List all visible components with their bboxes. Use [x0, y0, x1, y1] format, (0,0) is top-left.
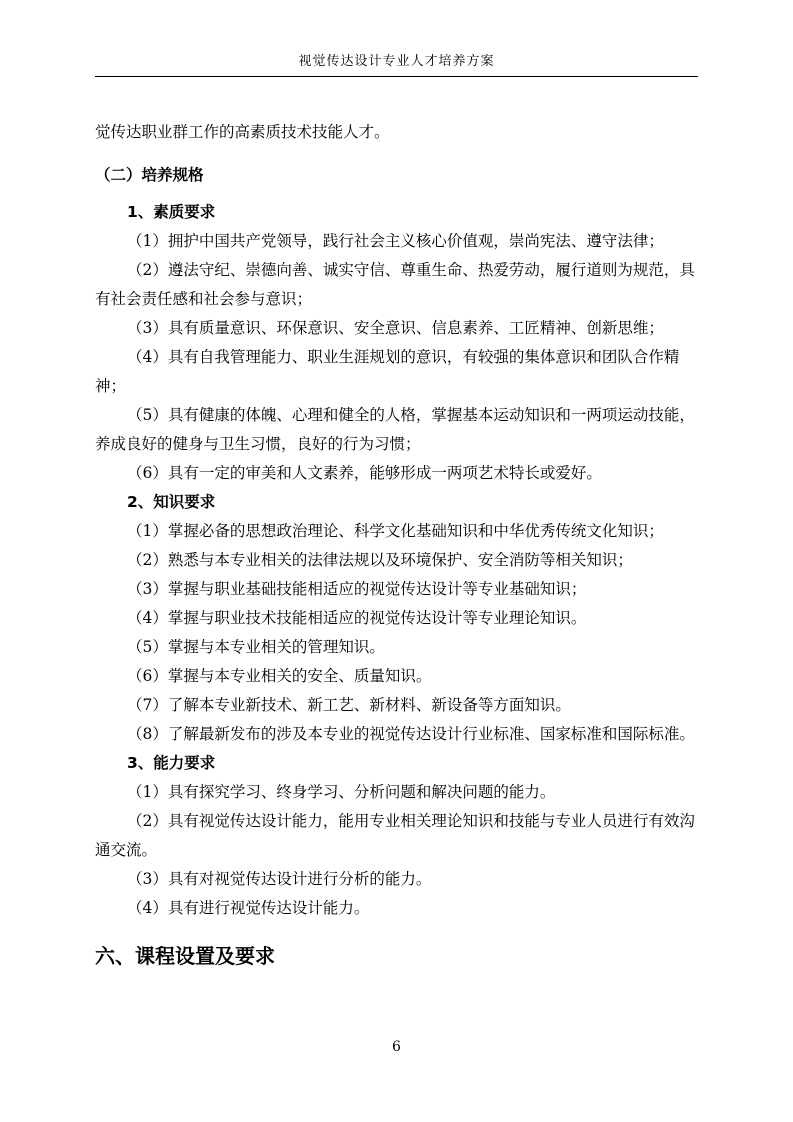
page-number: 6	[392, 1039, 401, 1055]
list-item-ability-4: （4）具有进行视觉传达设计能力。	[127, 899, 370, 917]
list-item-quality-6: （6）具有一定的审美和人文素养，能够形成一两项艺术特长或爱好。	[127, 464, 602, 482]
list-item-quality-5: （5）具有健康的体魄、心理和健全的人格，掌握基本运动知识和一两项运动技能，养成良好的健身与卫生习惯，良好的行为习惯；	[95, 406, 695, 453]
page-content	[95, 118, 699, 971]
list-item-knowledge-7: （7）了解本专业新技术、新工艺、新材料、新设备等方面知识。	[127, 696, 571, 714]
list-item-knowledge-6: （6）掌握与本专业相关的安全、质量知识。	[127, 667, 432, 685]
subheading-ability: 3、能力要求	[127, 754, 216, 772]
list-item-ability-1: （1）具有探究学习、终身学习、分析问题和解决问题的能力。	[127, 783, 556, 801]
list-item-quality-4: （4）具有自我管理能力、职业生涯规划的意识，有较强的集体意识和团队合作精神；	[95, 348, 680, 395]
list-item-knowledge-5: （5）掌握与本专业相关的管理知识。	[127, 638, 385, 656]
subheading-knowledge: 2、知识要求	[127, 493, 216, 511]
list-item-quality-2: （2）遵法守纪、崇德向善、诚实守信、尊重生命、热爱劳动，履行道则为规范，具有社会责任感和社会参与意识；	[95, 261, 695, 308]
list-item-knowledge-1: （1）掌握必备的思想政治理论、科学文化基础知识和中华优秀传统文化知识；	[127, 522, 664, 540]
paragraph-continuation: 觉传达职业群工作的高素质技术技能人才。	[95, 123, 390, 141]
list-item-quality-3: （3）具有质量意识、环保意识、安全意识、信息素养、工匠精神、创新思维；	[127, 319, 664, 337]
chapter-heading-course-settings: 六、课程设置及要求	[95, 944, 275, 968]
list-item-knowledge-8: （8）了解最新发布的涉及本专业的视觉传达设计行业标准、国家标准和国际标准。	[127, 725, 695, 743]
list-item-knowledge-2: （2）熟悉与本专业相关的法律法规以及环境保护、安全消防等相关知识；	[127, 551, 633, 569]
list-item-ability-2: （2）具有视觉传达设计能力，能用专业相关理论知识和技能与专业人员进行有效沟通交流。	[95, 812, 695, 859]
page-header: 视觉传达设计专业人才培养方案	[95, 50, 698, 77]
section-heading-training-spec: （二）培养规格	[95, 166, 204, 184]
list-item-knowledge-3: （3）掌握与职业基础技能相适应的视觉传达设计等专业基础知识；	[127, 580, 587, 598]
list-item-knowledge-4: （4）掌握与职业技术技能相适应的视觉传达设计等专业理论知识。	[127, 609, 587, 627]
list-item-ability-3: （3）具有对视觉传达设计进行分析的能力。	[127, 870, 432, 888]
list-item-quality-1: （1）拥护中国共产党领导，践行社会主义核心价值观，崇尚宪法、遵守法律；	[127, 232, 664, 250]
subheading-quality: 1、素质要求	[127, 203, 216, 221]
